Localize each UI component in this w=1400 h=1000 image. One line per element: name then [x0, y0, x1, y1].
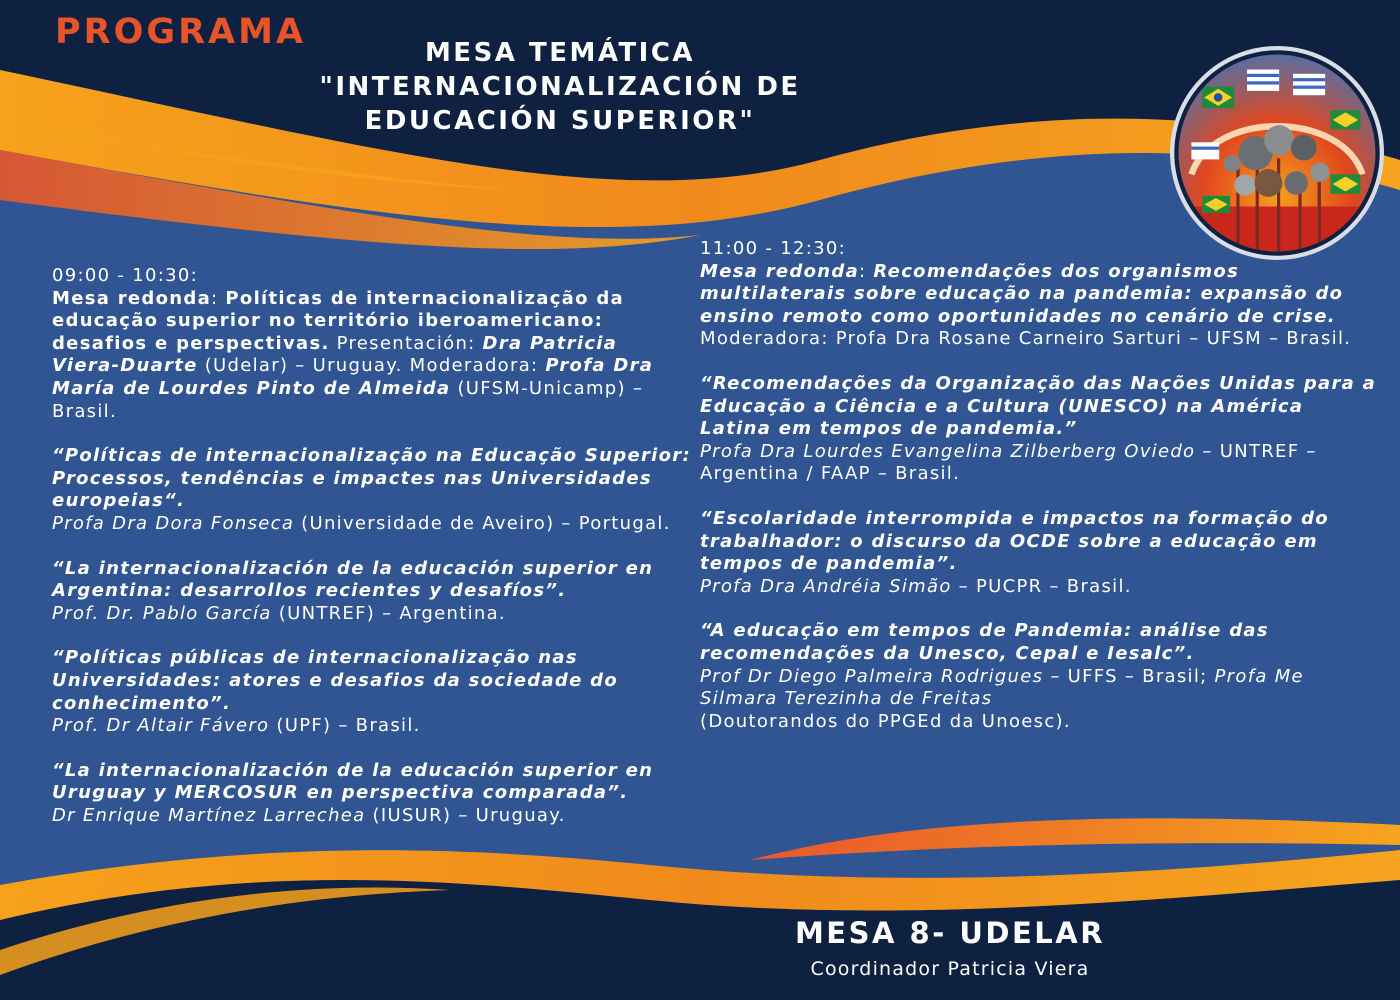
title-line-1: MESA TEMÁTICA — [424, 38, 696, 68]
talk-item — [52, 760, 692, 828]
talk-affiliation-2: (Doutorandos do PPGEd da Unoesc). — [700, 710, 1071, 732]
moderator-affiliation: (UFSM-Unicamp) – Brasil. — [52, 377, 644, 422]
talk-speaker: Prof Dr Diego Palmeira Rodrigues — [700, 665, 1044, 687]
talk-item — [52, 647, 692, 737]
talk-title: “Políticas de internacionalização na Educação Superior: Processos, tendências e impactes nas Universidades europeias“. — [52, 445, 691, 512]
talk-speaker: Profa Dra Lourdes Evangelina Zilberberg Oviedo — [700, 440, 1196, 462]
session-time: 09:00 - 10:30: — [52, 265, 198, 286]
talk-item — [700, 373, 1380, 486]
session-time: 11:00 - 12:30: — [700, 238, 846, 259]
talk-title: “Escolaridade interrompida e impactos na formação do trabalhador: o discurso da OCDE sobre a educação em tempos de pandemia”. — [700, 507, 1329, 575]
session-morning — [52, 265, 692, 423]
talk-affiliation: – UFFS – Brasil; — [1043, 665, 1215, 687]
talk-title: “Recomendações da Organização das Nações Unidas para a Educação a Ciência e a Cultura (UNESCO) na América Latina em tempos de pandemia.” — [700, 372, 1377, 440]
session-label: Mesa redonda — [700, 260, 860, 282]
session-late-morning — [700, 238, 1380, 351]
talk-affiliation: (UNTREF) – Argentina. — [271, 602, 506, 624]
talk-affiliation: – PUCPR – Brasil. — [951, 575, 1132, 597]
talk-item — [700, 620, 1380, 733]
talk-speaker-2: Profa Me Silmara Terezinha de Freitas — [700, 665, 1304, 710]
session-sep: : — [211, 287, 226, 309]
talk-item — [700, 508, 1380, 598]
talk-speaker: Profa Dra Dora Fonseca — [52, 512, 295, 534]
talk-item — [52, 558, 692, 626]
talk-speaker: Prof. Dr Altair Fávero — [52, 715, 270, 737]
presenter-affiliation: (Udelar) – Uruguay. Moderadora: — [197, 355, 546, 377]
moderator-name: Profa Dra María de Lourdes Pinto de Almeida — [52, 355, 654, 399]
session-title: Recomendações dos organismos multilaterais sobre educação na pandemia: expansão do ensino remoto como oportunidades no cenário de crise. — [700, 260, 1344, 327]
presenter-name: Dra Patricia Viera-Duarte — [52, 332, 618, 377]
footer-subtitle: Coordinador Patricia Viera — [810, 958, 1090, 980]
session-label: Mesa redonda — [52, 287, 212, 309]
talk-title: “La internacionalización de la educación superior en Argentina: desarrollos recientes y desafíos”. — [52, 557, 654, 602]
session-sep: : — [859, 260, 874, 282]
talk-affiliation: – UNTREF – Argentina / FAAP – Brasil. — [700, 440, 1317, 485]
moderator-line: Moderadora: Profa Dra Rosane Carneiro Sarturi – UFSM – Brasil. — [700, 328, 1352, 350]
globes-flags-painting-icon — [1170, 46, 1384, 260]
talk-item — [52, 445, 692, 535]
presentation-label: Presentación: — [329, 332, 483, 354]
talk-title: “La internacionalización de la educación superior en Uruguay y MERCOSUR en perspectiva comparada”. — [52, 759, 654, 804]
title-line-2: "INTERNACIONALIZACIÓN DE — [319, 72, 801, 102]
program-label: PROGRAMA — [55, 12, 307, 52]
right-column — [700, 238, 1380, 755]
session-title: Políticas de internacionalização da educação superior no território iberoamericano: desafios e perspectivas. — [52, 287, 624, 354]
title-line-3: EDUCACIÓN SUPERIOR" — [364, 106, 756, 136]
talk-affiliation: (Universidade de Aveiro) – Portugal. — [294, 512, 671, 534]
page-title — [190, 36, 930, 138]
talk-title: “A educação em tempos de Pandemia: análise das recomendações da Unesco, Cepal e Iesalc”. — [700, 620, 1269, 664]
talk-title: “Políticas públicas de internacionalização nas Universidades: atores e desafios da sociedade do conhecimento”. — [52, 647, 619, 714]
talk-affiliation: (UPF) – Brasil. — [269, 715, 421, 737]
talk-speaker: Profa Dra Andréia Simão — [700, 575, 952, 597]
talk-affiliation: (IUSUR) – Uruguay. — [365, 804, 566, 826]
footer-title: MESA 8- UDELAR — [794, 916, 1106, 950]
talk-speaker: Prof. Dr. Pablo García — [52, 602, 272, 624]
left-column — [52, 265, 692, 849]
talk-speaker: Dr Enrique Martínez Larrechea — [52, 804, 366, 826]
